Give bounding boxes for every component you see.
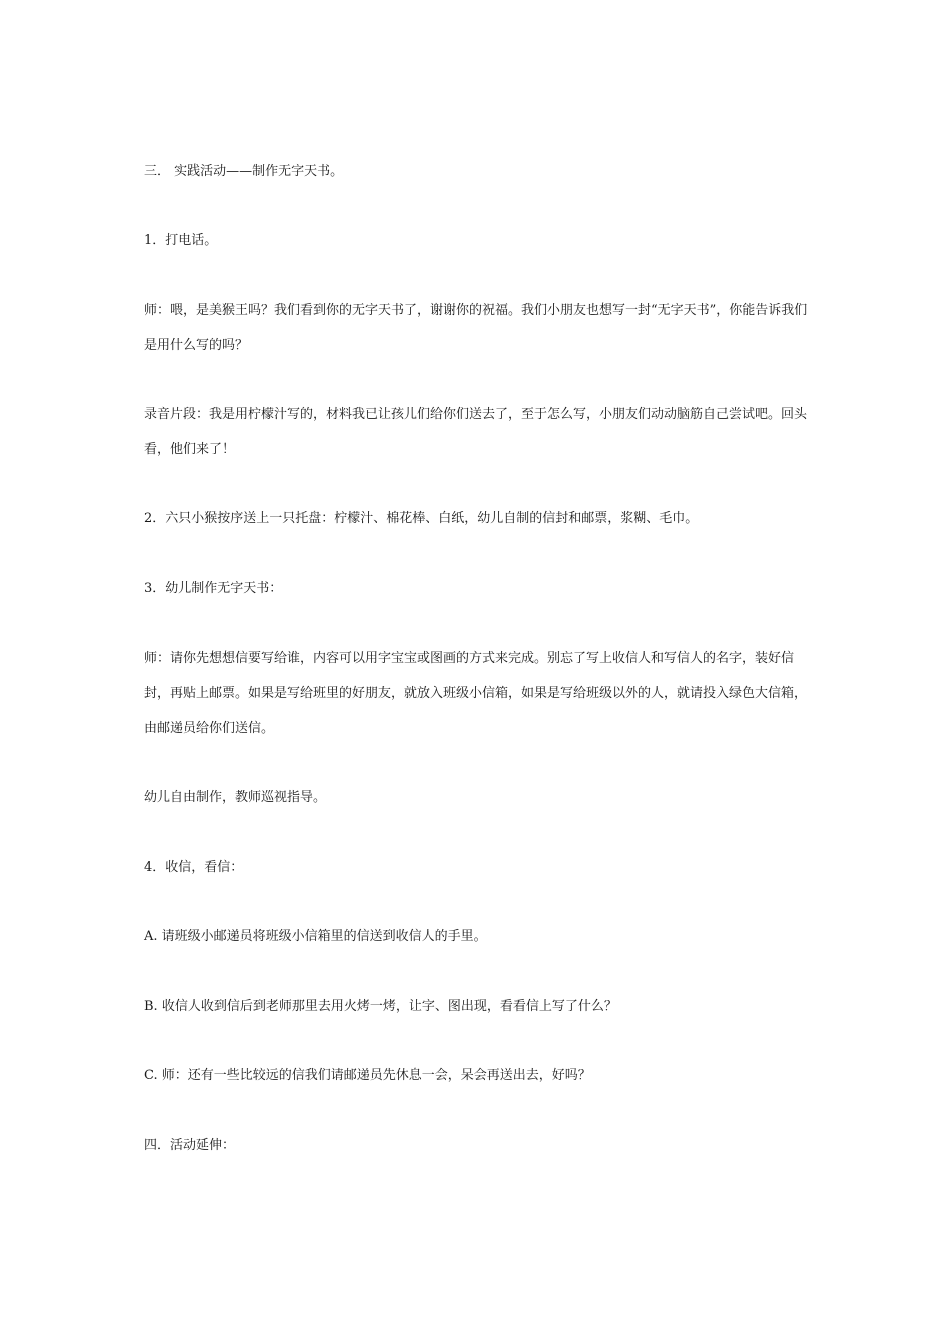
item-3-making: 3．幼儿制作无字天书： bbox=[144, 581, 283, 596]
section-3-heading: 三． 实践活动——制作无字天书。 bbox=[144, 164, 344, 179]
section-4-heading: 四．活动延伸： bbox=[144, 1138, 236, 1153]
item-c: C. 师：还有一些比较远的信我们请邮递员先休息一会，呆会再送出去，好吗？ bbox=[144, 1068, 591, 1083]
item-1-phone-call: 1．打电话。 bbox=[144, 233, 218, 248]
item-2-trays: 2．六只小猴按序送上一只托盘：柠檬汁、棉花棒、白纸，幼儿自制的信封和邮票，浆糊、毛巾。 bbox=[144, 511, 699, 526]
item-4-receive-letters: 4．收信，看信： bbox=[144, 860, 244, 875]
recording-paragraph: 录音片段：我是用柠檬汁写的，材料我已让孩儿们给你们送去了，至于怎么写，小朋友们动动脑筋自己尝试吧。回头看，他们来了！ bbox=[144, 407, 808, 457]
free-making-paragraph: 幼儿自由制作，教师巡视指导。 bbox=[144, 790, 327, 805]
item-a: A. 请班级小邮递员将班级小信箱里的信送到收信人的手里。 bbox=[144, 929, 487, 944]
item-b: B. 收信人收到信后到老师那里去用火烤一烤，让字、图出现，看看信上写了什么？ bbox=[144, 999, 617, 1014]
teacher-instructions-paragraph: 师：请你先想想信要写给谁，内容可以用字宝宝或图画的方式来完成。别忘了写上收信人和写信人的名字，装好信封，再贴上邮票。如果是写给班里的好朋友，就放入班级小信箱，如果是写给班级以外的人，就请投入绿色大信箱，由邮递员给你们送信。 bbox=[144, 651, 808, 736]
teacher-call-paragraph: 师：喂，是美猴王吗？我们看到你的无字天书了，谢谢你的祝福。我们小朋友也想写一封“无字天书”，你能告诉我们是用什么写的吗？ bbox=[144, 303, 808, 353]
